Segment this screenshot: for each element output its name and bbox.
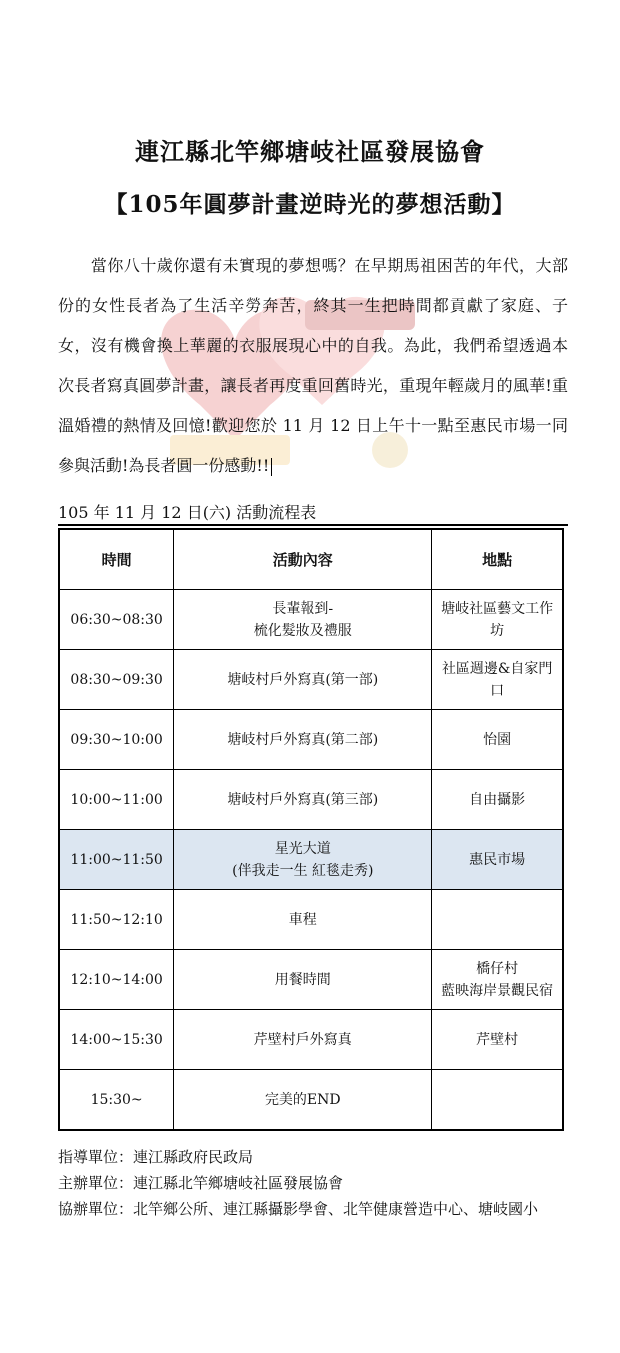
cell-place bbox=[432, 890, 563, 950]
cell-content: 用餐時間 bbox=[174, 950, 432, 1010]
cell-content: 芹壁村戶外寫真 bbox=[174, 1010, 432, 1070]
cell-content: 長輩報到- 梳化髮妝及禮服 bbox=[174, 590, 432, 650]
cell-content: 星光大道 (伴我走一生 紅毯走秀) bbox=[174, 830, 432, 890]
page-title: 連江縣北竿鄉塘岐社區發展協會 bbox=[135, 137, 485, 166]
cell-place: 橋仔村 藍映海岸景觀民宿 bbox=[432, 950, 563, 1010]
schedule-title: 105 年 11 月 12 日(六) 活動流程表 bbox=[58, 500, 568, 526]
cell-place: 怡園 bbox=[432, 710, 563, 770]
text-cursor bbox=[271, 458, 272, 476]
cell-time: 09:30~10:00 bbox=[59, 710, 174, 770]
cell-place bbox=[432, 1070, 563, 1131]
table-row bbox=[59, 650, 563, 710]
header-content: 活動內容 bbox=[174, 529, 432, 590]
table-header-row bbox=[59, 529, 563, 590]
intro-paragraph bbox=[58, 246, 568, 486]
table-row bbox=[59, 1010, 563, 1070]
cell-place: 塘岐社區藝文工作坊 bbox=[432, 590, 563, 650]
table-row bbox=[59, 1070, 563, 1131]
table-row bbox=[59, 590, 563, 650]
footer-units bbox=[58, 1144, 538, 1222]
header-place: 地點 bbox=[432, 529, 563, 590]
guidance-unit: 指導單位：連江縣政府民政局 bbox=[58, 1148, 254, 1166]
cell-place: 惠民市場 bbox=[432, 830, 563, 890]
cell-content: 塘岐村戶外寫真(第二部) bbox=[174, 710, 432, 770]
cell-place: 社區週邊&自家門口 bbox=[432, 650, 563, 710]
table-row bbox=[59, 830, 563, 890]
organizer-unit: 主辦單位：連江縣北竿鄉塘岐社區發展協會 bbox=[58, 1174, 344, 1192]
table-row bbox=[59, 950, 563, 1010]
cell-content: 完美的END bbox=[174, 1070, 432, 1131]
cell-place: 自由攝影 bbox=[432, 770, 563, 830]
header-time: 時間 bbox=[59, 529, 174, 590]
cell-time: 11:50~12:10 bbox=[59, 890, 174, 950]
co-organizer-unit: 協辦單位：北竿鄉公所、連江縣攝影學會、北竿健康營造中心、塘岐國小 bbox=[58, 1200, 539, 1218]
schedule-body bbox=[59, 590, 563, 1131]
intro-text: 當你八十歲你還有未實現的夢想嗎？在早期馬祖困苦的年代，大部份的女性長者為了生活辛勞奔苦，終其一生把時間都貢獻了家庭、子女，沒有機會換上華麗的衣服展現心中的自我。為此，我們希望透過本次長者寫真圓夢計畫，讓長者再度重回舊時光，重現年輕歲月的風華!重溫婚禮的熱情及回憶!歡迎您於 11 月 12 日上午十一點至惠民市場一同參與活動!為長者圓一份感動!! bbox=[58, 256, 568, 475]
cell-time: 10:00~11:00 bbox=[59, 770, 174, 830]
cell-time: 06:30~08:30 bbox=[59, 590, 174, 650]
table-row bbox=[59, 890, 563, 950]
table-row bbox=[59, 770, 563, 830]
cell-content: 車程 bbox=[174, 890, 432, 950]
schedule-table bbox=[58, 528, 564, 1131]
cell-time: 08:30~09:30 bbox=[59, 650, 174, 710]
cell-time: 14:00~15:30 bbox=[59, 1010, 174, 1070]
table-row bbox=[59, 710, 563, 770]
cell-place: 芹壁村 bbox=[432, 1010, 563, 1070]
cell-time: 12:10~14:00 bbox=[59, 950, 174, 1010]
cell-content: 塘岐村戶外寫真(第一部) bbox=[174, 650, 432, 710]
page-subtitle: 【105年圓夢計畫逆時光的夢想活動】 bbox=[104, 191, 516, 218]
cell-time: 11:00~11:50 bbox=[59, 830, 174, 890]
cell-content: 塘岐村戶外寫真(第三部) bbox=[174, 770, 432, 830]
cell-time: 15:30~ bbox=[59, 1070, 174, 1131]
